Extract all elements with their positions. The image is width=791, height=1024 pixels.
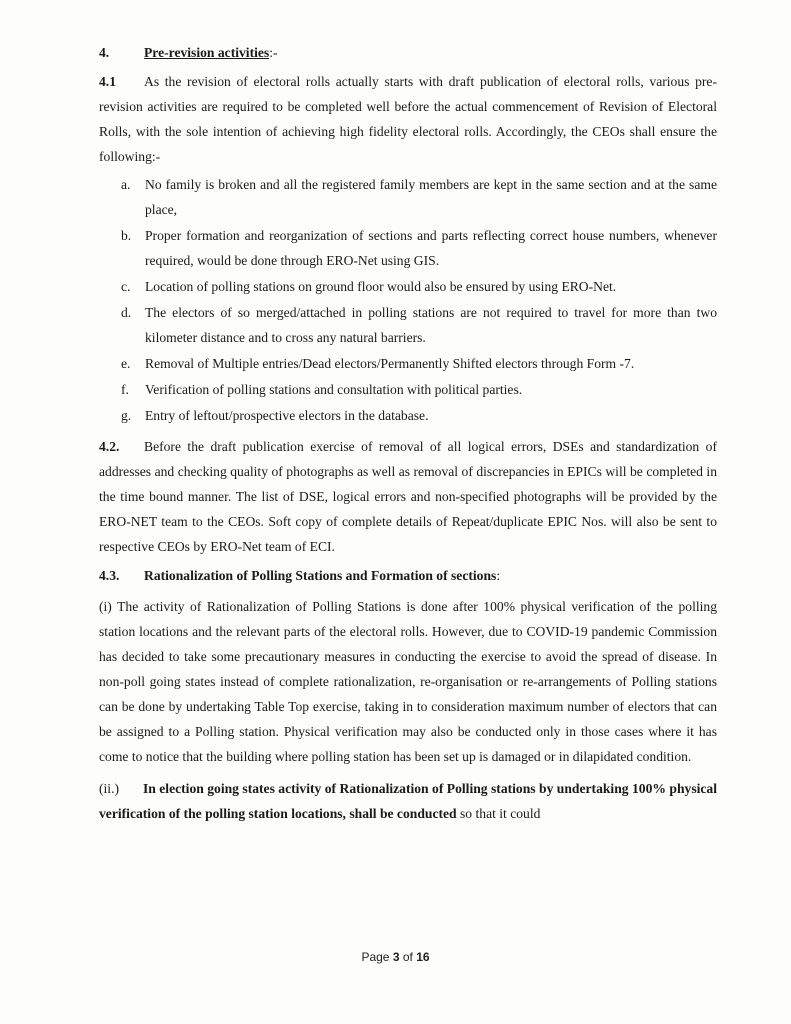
list-marker: e. bbox=[121, 356, 131, 371]
paragraph-4-3-i bbox=[99, 594, 717, 769]
list-marker: d. bbox=[121, 305, 132, 320]
paragraph-4-2 bbox=[99, 434, 717, 559]
section-4-3-heading bbox=[99, 563, 717, 588]
page-footer bbox=[0, 950, 791, 964]
section-4-number: 4. bbox=[99, 45, 110, 60]
section-4-title-suffix: :- bbox=[269, 45, 278, 60]
list-item bbox=[119, 300, 717, 350]
document-body bbox=[99, 40, 717, 826]
paragraph-4-3-ii-marker: (ii.) bbox=[99, 781, 120, 796]
list-marker: c. bbox=[121, 279, 131, 294]
list-item bbox=[119, 274, 717, 299]
list-item-text: The electors of so merged/attached in polling stations are not required to travel for more than two kilometer distance and to cross any natural barriers. bbox=[145, 305, 717, 345]
section-4-title: Pre-revision activities bbox=[144, 45, 270, 60]
list-marker: b. bbox=[121, 228, 132, 243]
list-item bbox=[119, 377, 717, 402]
paragraph-4-2-number: 4.2. bbox=[99, 439, 120, 454]
page-total: 16 bbox=[416, 950, 430, 964]
paragraph-4-1-text: As the revision of electoral rolls actually starts with draft publication of electoral rolls, various pre-revision activities are required to be completed well before the actual commencement of Revision of Electoral Rolls, with the sole intention of achieving high fidelity electoral rolls. Accordingly, the CEOs shall ensure the following:- bbox=[99, 74, 717, 164]
section-4-3-title-suffix: : bbox=[496, 568, 501, 583]
list-item bbox=[119, 172, 717, 222]
page-number: 3 bbox=[392, 950, 400, 964]
section-4-3-number: 4.3. bbox=[99, 568, 120, 583]
paragraph-4-3-ii bbox=[99, 776, 717, 826]
paragraph-4-1 bbox=[99, 69, 717, 169]
list-item bbox=[119, 223, 717, 273]
list-marker: a. bbox=[121, 177, 131, 192]
list-item-text: No family is broken and all the registered family members are kept in the same section and at the same place, bbox=[145, 177, 717, 217]
of-word: of bbox=[402, 950, 413, 964]
list-item-text: Verification of polling stations and consultation with political parties. bbox=[145, 382, 523, 397]
list-item bbox=[119, 403, 717, 428]
paragraph-4-3-i-text: (i) The activity of Rationalization of Polling Stations is done after 100% physical verification of the polling station locations and the relevant parts of the electoral rolls. However, due to COVID-19 pandemic Commission has decided to take some precautionary measures in conducting the exercise to avoid the spread of disease. In non-poll going states instead of complete rationalization, re-organisation or re-arrangements of Polling stations can be done by undertaking Table Top exercise, taking in to consideration maximum number of electors that can be assigned to a Polling station. Physical verification may also be conducted only in those cases where it has come to notice that the building where polling station has been set up is damaged or in dilapidated condition. bbox=[99, 599, 717, 764]
pre-revision-checklist bbox=[99, 172, 717, 428]
list-marker: f. bbox=[121, 382, 129, 397]
paragraph-4-2-text: Before the draft publication exercise of removal of all logical errors, DSEs and standardization of addresses and checking quality of photographs as well as removal of discrepancies in EPICs will be completed in the time bound manner. The list of DSE, logical errors and non-specified photographs will be provided by the ERO-NET team to the CEOs. Soft copy of complete details of Repeat/duplicate EPIC Nos. will also be sent to respective CEOs by ERO-Net team of ECI. bbox=[99, 439, 717, 554]
section-4-heading bbox=[99, 40, 717, 65]
list-marker: g. bbox=[121, 408, 132, 423]
paragraph-4-3-ii-bold-text: In election going states activity of Rationalization of Polling stations by undertaking 100% physical verification of the polling station locations, shall be conducted bbox=[99, 781, 717, 821]
list-item-text: Location of polling stations on ground floor would also be ensured by using ERO-Net. bbox=[145, 279, 617, 294]
list-item-text: Removal of Multiple entries/Dead electors/Permanently Shifted electors through Form -7. bbox=[145, 356, 635, 371]
list-item-text: Entry of leftout/prospective electors in the database. bbox=[145, 408, 429, 423]
list-item-text: Proper formation and reorganization of sections and parts reflecting correct house numbers, whenever required, would be done through ERO-Net using GIS. bbox=[145, 228, 717, 268]
paragraph-4-1-number: 4.1 bbox=[99, 74, 116, 89]
list-item bbox=[119, 351, 717, 376]
section-4-3-title: Rationalization of Polling Stations and Formation of sections bbox=[144, 568, 497, 583]
paragraph-4-3-ii-rest-text: so that it could bbox=[456, 806, 541, 821]
page-word: Page bbox=[361, 950, 390, 964]
